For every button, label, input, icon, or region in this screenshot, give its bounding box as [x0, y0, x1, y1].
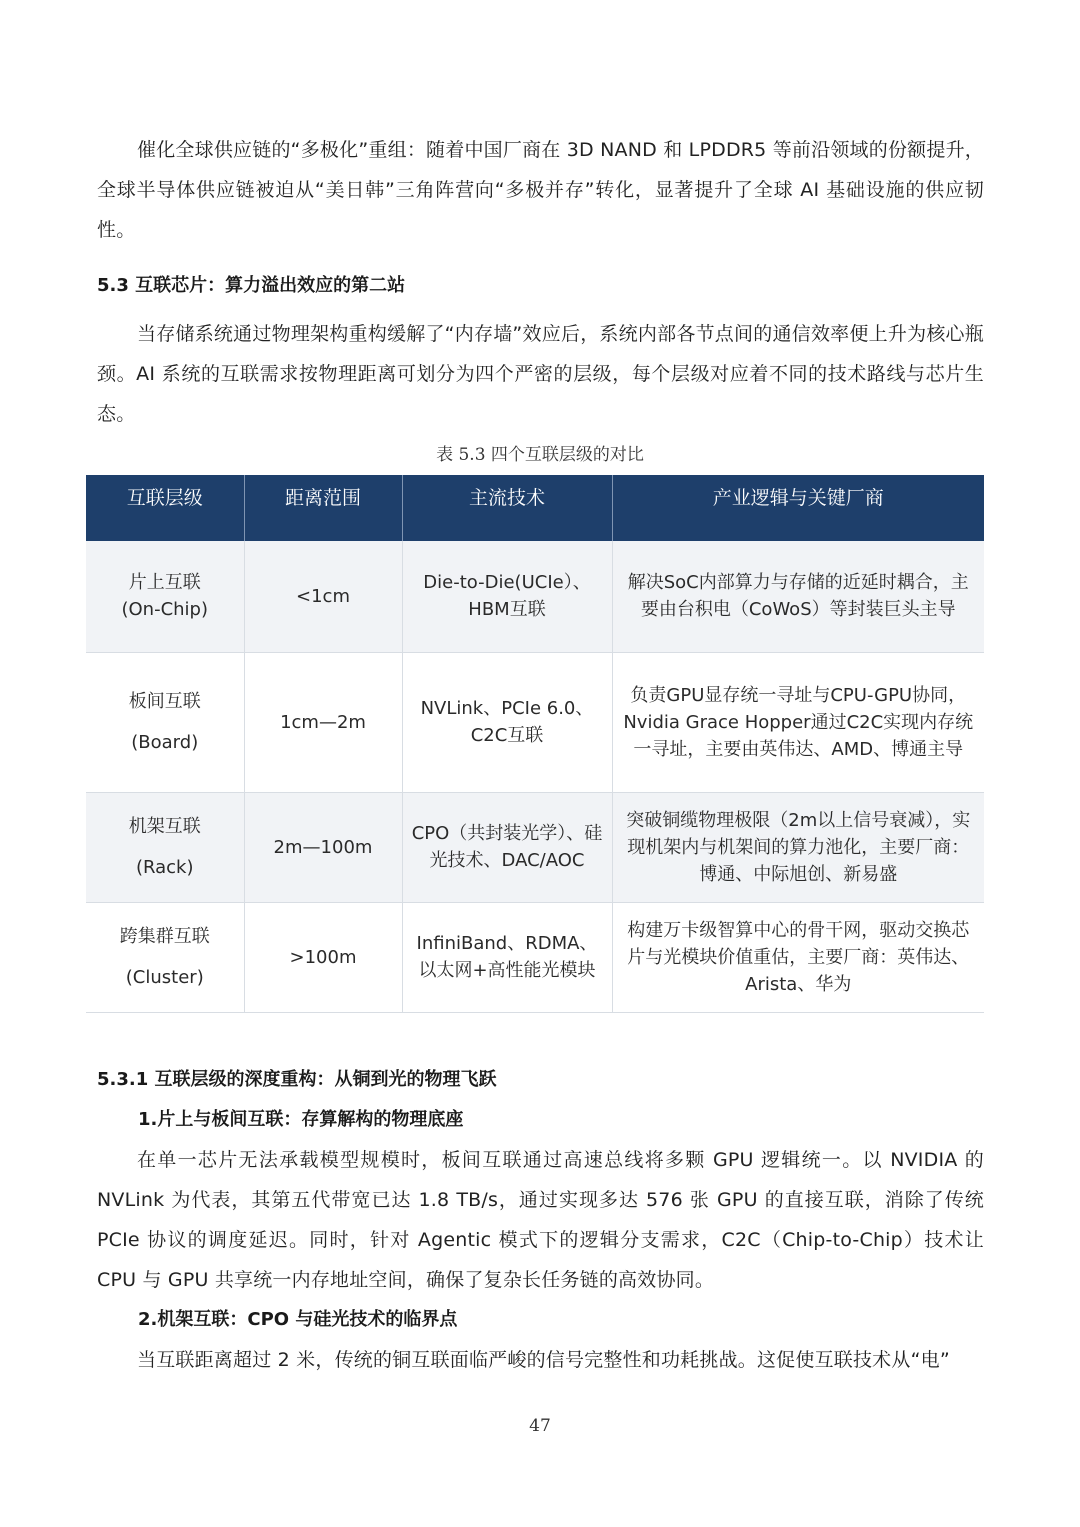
cell-logic: 突破铜缆物理极限（2m以上信号衰减），实现机架内与机架间的算力池化，主要厂商：博通、中际旭创、新易盛 [612, 792, 984, 902]
table-header-row [86, 475, 984, 541]
level-english: (Cluster) [125, 967, 204, 988]
subheading-on-chip-board: 1.片上与板间互联：存算解构的物理底座 [138, 1109, 464, 1130]
paragraph-nvlink: 在单一芯片无法承载模型规模时，板间互联通过高速总线将多颗 GPU 逻辑统一。以 NVIDIA 的 NVLink 为代表，其第五代带宽已达 1.8 TB/s，通过实现多达 576 张 GPU 的直接互联，消除了传统 PCIe 协议的调度延迟。同时，针对 Agentic 模式下的逻辑分支需求，C2C（Chip-to-Chip）技术让 CPU 与 GPU 共享统一内存地址空间，确保了复杂长任务链的高效协同。 [97, 1149, 984, 1291]
paragraph-supply-chain: 催化全球供应链的“多极化”重组：随着中国厂商在 3D NAND 和 LPDDR5 等前沿领域的份额提升，全球半导体供应链被迫从“美日韩”三角阵营向“多极并存”转化，显著提升了全球 AI 基础设施的供应韧性。 [97, 139, 984, 241]
column-header-logic: 产业逻辑与关键厂商 [612, 475, 984, 541]
cell-logic: 解决SoC内部算力与存储的近延时耦合，主要由台积电（CoWoS）等封装巨头主导 [612, 541, 984, 652]
paragraph-interconnect-intro: 当存储系统通过物理架构重构缓解了“内存墙”效应后，系统内部各节点间的通信效率便上升为核心瓶颈。AI 系统的互联需求按物理距离可划分为四个严密的层级，每个层级对应着不同的技术路线与芯片生态。 [97, 323, 984, 425]
interconnect-comparison-table [86, 475, 984, 1013]
level-name: 机架互联 [128, 816, 201, 837]
subheading-rack-cpo: 2.机架互联：CPO 与硅光技术的临界点 [138, 1309, 458, 1330]
column-header-distance: 距离范围 [244, 475, 402, 541]
cell-level [86, 792, 244, 902]
cell-distance: >100m [244, 902, 402, 1012]
cell-level [86, 652, 244, 792]
cell-distance: 2m—100m [244, 792, 402, 902]
level-name: 板间互联 [128, 691, 201, 712]
subsection-heading-5-3-1: 5.3.1 互联层级的深度重构：从铜到光的物理飞跃 [97, 1069, 497, 1090]
cell-level [86, 902, 244, 1012]
table-row [86, 652, 984, 792]
column-header-tech: 主流技术 [402, 475, 612, 541]
table-row [86, 792, 984, 902]
level-name: 片上互联 [128, 572, 201, 594]
level-english: (Board) [131, 732, 199, 753]
level-english: (On-Chip) [121, 599, 209, 621]
cell-tech: CPO（共封装光学）、硅光技术、DAC/AOC [402, 792, 612, 902]
paragraph-rack-intro: 当互联距离超过 2 米，传统的铜互联面临严峻的信号完整性和功耗挑战。这促使互联技术从“电” [137, 1349, 950, 1371]
cell-distance: <1cm [244, 541, 402, 652]
cell-logic: 负责GPU显存统一寻址与CPU-GPU协同，Nvidia Grace Hopper通过C2C实现内存统一寻址，主要由英伟达、AMD、博通主导 [612, 652, 984, 792]
level-english: (Rack) [135, 857, 194, 878]
cell-tech: InfiniBand、RDMA、以太网+高性能光模块 [402, 902, 612, 1012]
cell-distance: 1cm—2m [244, 652, 402, 792]
cell-tech: Die-to-Die(UCIe）、HBM互联 [402, 541, 612, 652]
section-heading-5-3: 5.3 互联芯片：算力溢出效应的第二站 [97, 275, 406, 296]
table-row [86, 541, 984, 652]
cell-tech: NVLink、PCIe 6.0、C2C互联 [402, 652, 612, 792]
column-header-level: 互联层级 [86, 475, 244, 541]
page-number: 47 [529, 1416, 551, 1436]
cell-level [86, 541, 244, 652]
table-row [86, 902, 984, 1012]
table-caption: 表 5.3 四个互联层级的对比 [436, 445, 644, 465]
cell-logic: 构建万卡级智算中心的骨干网，驱动交换芯片与光模块价值重估，主要厂商：英伟达、Arista、华为 [612, 902, 984, 1012]
level-name: 跨集群互联 [119, 926, 210, 947]
